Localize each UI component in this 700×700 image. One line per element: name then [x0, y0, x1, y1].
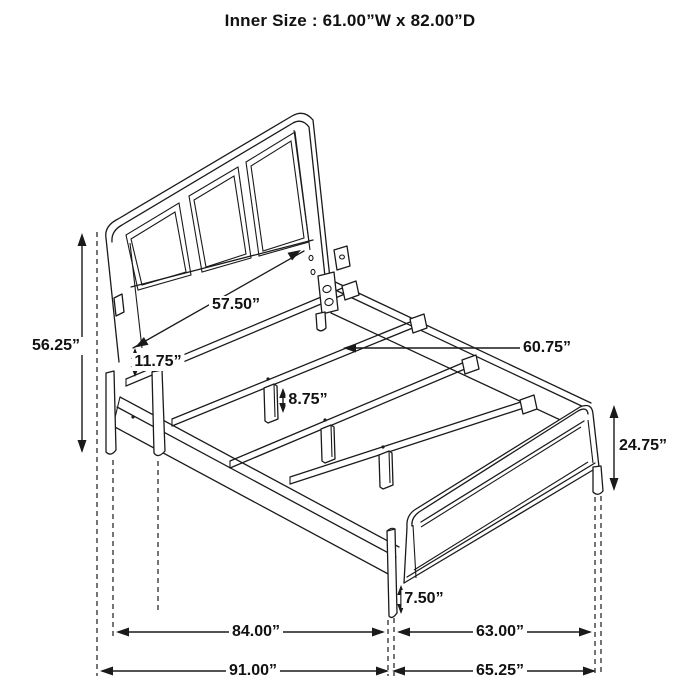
label-slat-length: 60.75”	[520, 339, 574, 357]
headboard-right-leg	[316, 312, 326, 331]
footboard	[404, 406, 599, 583]
label-slat-leg-height: 8.75”	[285, 391, 330, 409]
label-headboard-to-slat-gap: 11.75”	[131, 353, 184, 371]
label-side-rail-depth: 84.00”	[229, 623, 283, 641]
label-footboard-height: 24.75”	[616, 437, 670, 455]
slat-hook	[342, 281, 359, 300]
label-headboard-inner-width: 57.50”	[209, 296, 263, 314]
slat-hook	[520, 395, 537, 414]
footboard-right-leg	[593, 466, 603, 494]
footboard-near-leg	[387, 529, 397, 617]
slat-hook	[462, 355, 479, 374]
slat-hook	[410, 314, 427, 333]
label-overall-depth: 91.00”	[226, 662, 280, 680]
label-headboard-height: 56.25”	[29, 337, 83, 355]
label-footboard-inner-width: 63.00”	[473, 623, 527, 641]
label-overall-width: 65.25”	[473, 662, 527, 680]
label-footboard-leg-height: 7.50”	[401, 590, 446, 608]
page-title: Inner Size : 61.00”W x 82.00”D	[224, 11, 476, 30]
headboard	[106, 113, 331, 362]
